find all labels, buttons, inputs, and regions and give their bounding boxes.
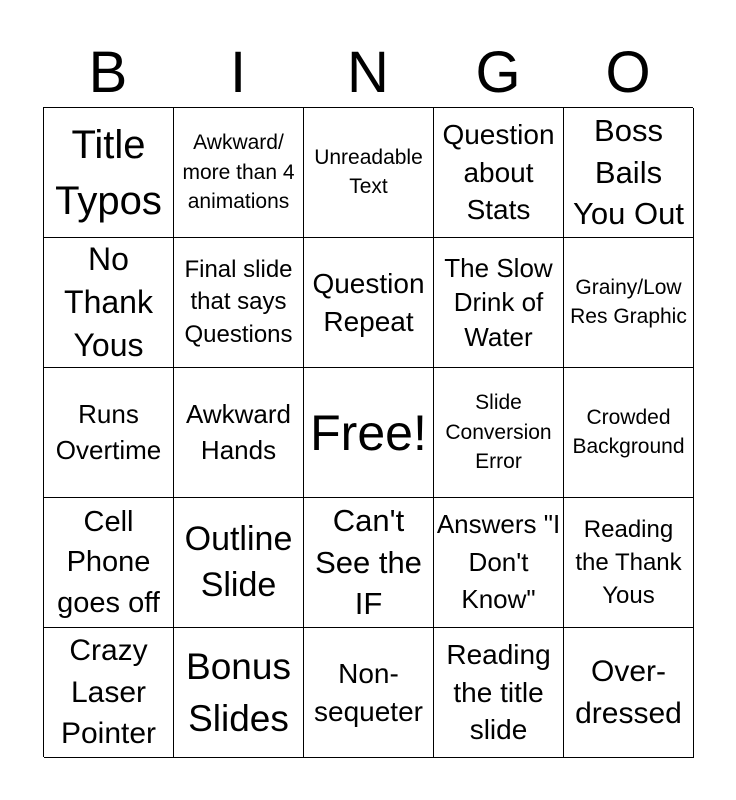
bingo-cell-label: Awkward Hands bbox=[185, 398, 291, 465]
bingo-cell[interactable] bbox=[44, 238, 174, 368]
bingo-cell-label: Can't See the IF bbox=[315, 503, 422, 622]
header-letter-i: I bbox=[229, 40, 247, 105]
bingo-cell[interactable] bbox=[174, 498, 304, 628]
bingo-cell-label: Reading the Thank Yous bbox=[575, 515, 682, 610]
bingo-cell-label: Final slide that says Questions bbox=[184, 255, 293, 348]
bingo-cell[interactable] bbox=[564, 108, 694, 238]
bingo-cell[interactable] bbox=[304, 498, 434, 628]
bingo-cell-label: The Slow Drink of Water bbox=[444, 253, 553, 352]
bingo-cell[interactable] bbox=[174, 108, 304, 238]
bingo-cell-label: Question about Stats bbox=[442, 118, 555, 226]
bingo-cell-label: Title Typos bbox=[55, 122, 162, 223]
bingo-cell[interactable] bbox=[304, 628, 434, 758]
bingo-cell[interactable] bbox=[564, 238, 694, 368]
bingo-cell-label: Cell Phone goes off bbox=[57, 506, 160, 619]
bingo-cell-label: Question Repeat bbox=[312, 267, 425, 337]
bingo-cell-label: Free! bbox=[310, 404, 427, 461]
bingo-cell-label: Over-dressed bbox=[575, 655, 682, 730]
free-space-cell[interactable] bbox=[304, 368, 434, 498]
bingo-cell[interactable] bbox=[44, 368, 174, 498]
bingo-cell-label: Bonus Slides bbox=[186, 646, 291, 739]
bingo-cell-label: Unreadable Text bbox=[314, 146, 423, 198]
bingo-cell[interactable] bbox=[434, 368, 564, 498]
bingo-cell-label: Outline Slide bbox=[184, 519, 293, 604]
bingo-cell-label: No Thank Yous bbox=[64, 241, 153, 363]
bingo-cell-label: Awkward/ more than 4 animations bbox=[182, 130, 295, 214]
bingo-cell[interactable] bbox=[44, 498, 174, 628]
bingo-cell-label: Grainy/Low Res Graphic bbox=[570, 275, 687, 328]
header-letter-o: O bbox=[605, 40, 651, 105]
bingo-cell[interactable] bbox=[434, 238, 564, 368]
bingo-cell[interactable] bbox=[434, 498, 564, 628]
bingo-cell[interactable] bbox=[304, 238, 434, 368]
bingo-cell[interactable] bbox=[174, 628, 304, 758]
bingo-cell[interactable] bbox=[564, 368, 694, 498]
bingo-cell-label: Crowded Background bbox=[572, 405, 685, 458]
header-letter-n: N bbox=[347, 40, 389, 105]
bingo-cell[interactable] bbox=[174, 238, 304, 368]
bingo-cell[interactable] bbox=[44, 108, 174, 238]
bingo-header bbox=[43, 40, 693, 106]
bingo-cell-label: Non-sequeter bbox=[314, 657, 423, 727]
bingo-cell-label: Runs Overtime bbox=[55, 398, 162, 465]
bingo-board bbox=[43, 107, 693, 757]
bingo-cell[interactable] bbox=[564, 498, 694, 628]
bingo-cell[interactable] bbox=[564, 628, 694, 758]
header-letter-b: B bbox=[88, 40, 128, 105]
bingo-cell[interactable] bbox=[174, 368, 304, 498]
bingo-cell-label: Answers "I Don't Know" bbox=[436, 508, 561, 615]
bingo-cell[interactable] bbox=[434, 628, 564, 758]
bingo-cell-label: Slide Conversion Error bbox=[445, 391, 552, 474]
bingo-cell[interactable] bbox=[304, 108, 434, 238]
bingo-cell[interactable] bbox=[44, 628, 174, 758]
bingo-cell[interactable] bbox=[434, 108, 564, 238]
bingo-cell-label: Crazy Laser Pointer bbox=[60, 634, 157, 751]
bingo-cell-label: Reading the title slide bbox=[446, 638, 551, 746]
bingo-cell-label: Boss Bails You Out bbox=[573, 113, 684, 232]
header-letter-g: G bbox=[475, 40, 521, 105]
